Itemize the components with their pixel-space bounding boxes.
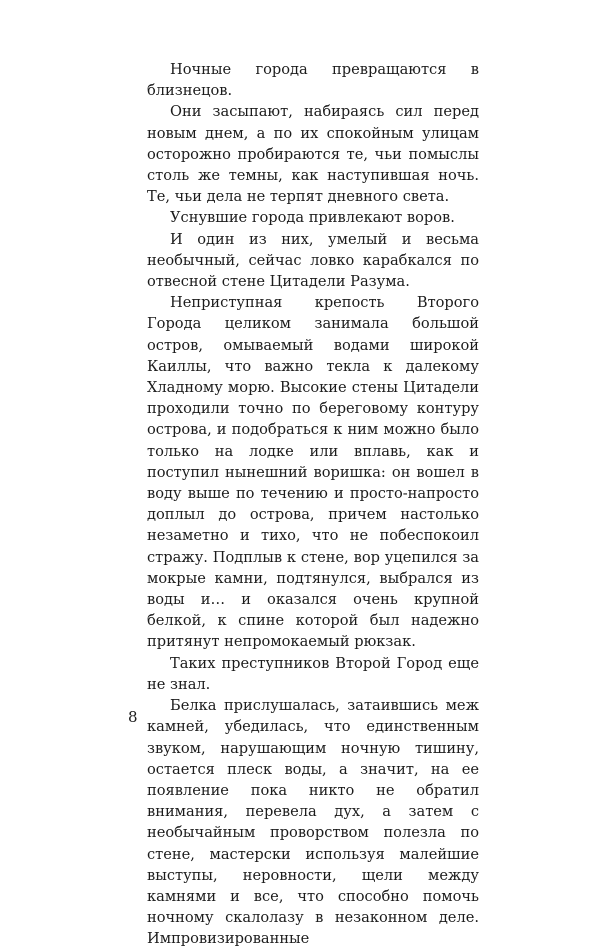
paragraph-6: Таких преступников Второй Город еще не знал. <box>147 654 479 693</box>
paragraph-3: Уснувшие города привлекают воров. <box>170 209 455 227</box>
paragraph-7: Белка прислушалась, затаившись меж камней, убедилась, что единственным звуком, нарушающим ночную тишину, остается плеск воды, а значит, на ее появление пока никто не обратил внимания, перевела дух, а затем с необычайным проворством полезла по стене, мастерски используя малейшие выступы, неровности, щели между камнями и все, что способно помочь ночному скалолазу в незаконном деле. Импровизированные <box>147 697 479 948</box>
paragraph-5: Неприступная крепость Второго Города целиком занимала большой остров, омываемый водами широкой Каиллы, что важно текла к далекому Хладному морю. Высокие стены Цитадели проходили точно по береговому контуру острова, и подобраться к ним можно было только на лодке или вплавь, как и поступил нынешний воришка: он вошел в воду выше по течению и просто-напросто доплыл до острова, причем настолько незаметно и тихо, что не побеспокоил стражу. Подплыв к стене, вор уцепился за мокрые камни, подтянулся, выбрался из воды и… и оказался очень крупной белкой, к спине которой был надежно притянут непромокаемый рюкзак. <box>147 294 479 651</box>
paragraph-2: Они засыпают, набираясь сил перед новым днем, а по их спокойным улицам осторожно пробираются те, чьи помыслы столь же темны, как наступившая ночь. Те, чьи дела не терпят дневного света. <box>147 103 479 206</box>
paragraph-4: И один из них, умелый и весьма необычный, сейчас ловко карабкался по отвесной стене Цитадели Разума. <box>147 230 479 291</box>
paragraph-1: Ночные города превращаются в близнецов. <box>147 61 479 100</box>
page-number: 8 <box>128 708 138 726</box>
body-text <box>147 59 479 950</box>
